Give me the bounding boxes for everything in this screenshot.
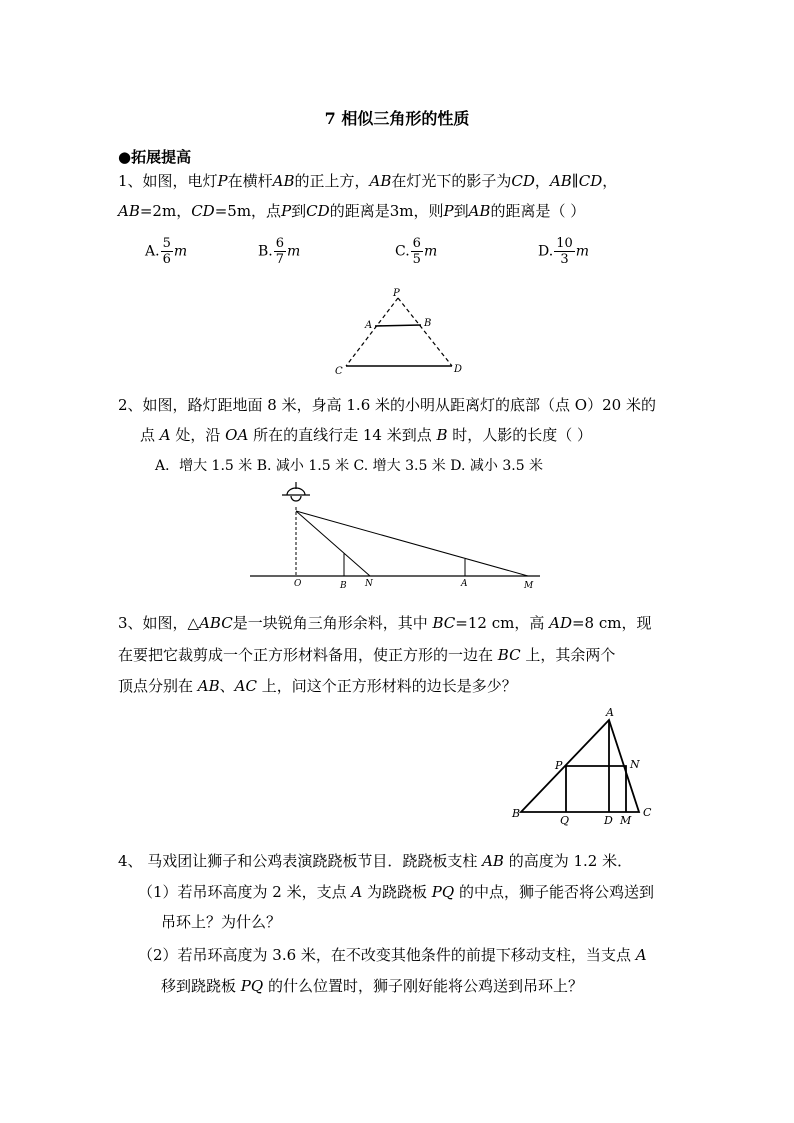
q4-part1-line1: （1）若吊环高度为 2 米，支点 A 为跷跷板 PQ 的中点，狮子能否将公鸡送到 — [138, 883, 654, 901]
q4-part1-line2: 吊环上？为什么？ — [161, 913, 282, 931]
square-pqmn — [566, 766, 626, 812]
label-o: O — [294, 579, 302, 589]
label-m: M — [524, 581, 534, 591]
q4-part2-line1: （2）若吊环高度为 3.6 米，在不改变其他条件的前提下移动支柱，当支点 A — [138, 946, 647, 964]
fraction: $\frac{6}{7}$ — [275, 236, 285, 267]
q2-line2: 点 A 处，沿 OA 所在的直线行走 14 米到点 B 时，人影的长度（ ） — [140, 426, 593, 444]
lamp-icon — [282, 482, 310, 501]
q1-line1: 1、如图，电灯P在横杆AB的正上方，AB在灯光下的影子为CD，AB∥CD， — [118, 172, 618, 190]
q2-figure — [246, 480, 546, 592]
section-heading: ●拓展提高 — [118, 148, 192, 166]
label-a: A — [606, 706, 614, 719]
label-b: B — [340, 581, 347, 591]
q4-line1: 4、 马戏团让狮子和公鸡表演跷跷板节目．跷跷板支柱 AB 的高度为 1.2 米． — [118, 852, 633, 870]
fraction: $\frac{6}{5}$ — [412, 236, 421, 267]
label-d: D — [604, 814, 613, 827]
q3-line1: 3、如图，△ABC是一块锐角三角形余料，其中 BC=12 cm，高 AD=8 cm，现 — [118, 614, 652, 632]
q3-figure — [508, 704, 658, 830]
segment-ab — [375, 325, 421, 326]
page-title: 7 相似三角形的性质 — [324, 109, 470, 128]
fraction: $\frac{5}{6}$ — [162, 236, 171, 267]
q1-option-d: D. $\frac{10}{3}$ m — [538, 236, 590, 267]
label-q: Q — [560, 814, 570, 827]
q3-line3: 顶点分别在 AB、AC 上，问这个正方形材料的边长是多少？ — [118, 677, 517, 695]
label-a: A — [365, 320, 373, 331]
label-b: B — [512, 807, 521, 820]
q4-part2-line2: 移到跷跷板 PQ 的什么位置时，狮子刚好能将公鸡送到吊环上？ — [161, 977, 583, 995]
label-m: M — [620, 814, 632, 827]
label-c: C — [643, 806, 652, 819]
label-a: A — [461, 579, 468, 589]
q1-line2: AB=2m，CD=5m，点P到CD的距离是3m，则P到AB的距离是（ ） — [118, 202, 586, 220]
label-n: N — [630, 758, 640, 771]
label-n: N — [365, 579, 373, 589]
ray-to-m — [296, 511, 528, 576]
q1-option-a: A. $\frac{5}{6}$ m — [145, 236, 188, 267]
q3-line2: 在要把它裁剪成一个正方形材料备用，使正方形的一边在 BC 上，其余两个 — [118, 646, 616, 664]
q1-option-b: B. $\frac{6}{7}$ m — [258, 236, 301, 267]
q1-option-c: C. $\frac{6}{5}$ m — [395, 236, 438, 267]
line-pc — [346, 298, 398, 366]
q2-line1: 2、如图，路灯距地面 8 米，身高 1.6 米的小明从距离灯的底部（点 O）20 米的 — [118, 396, 656, 414]
label-c: C — [335, 366, 343, 377]
label-d: D — [454, 364, 463, 375]
ray-to-n — [296, 511, 370, 576]
q1-figure — [330, 286, 470, 378]
fraction: $\frac{10}{3}$ — [556, 236, 573, 267]
label-p: P — [555, 759, 563, 772]
label-p: P — [393, 288, 400, 299]
q2-options: A．增大 1.5 米 B. 减小 1.5 米 C. 增大 3.5 米 D. 减小 3.5 米 — [155, 458, 544, 474]
line-pd — [398, 298, 452, 366]
label-b: B — [424, 318, 432, 329]
